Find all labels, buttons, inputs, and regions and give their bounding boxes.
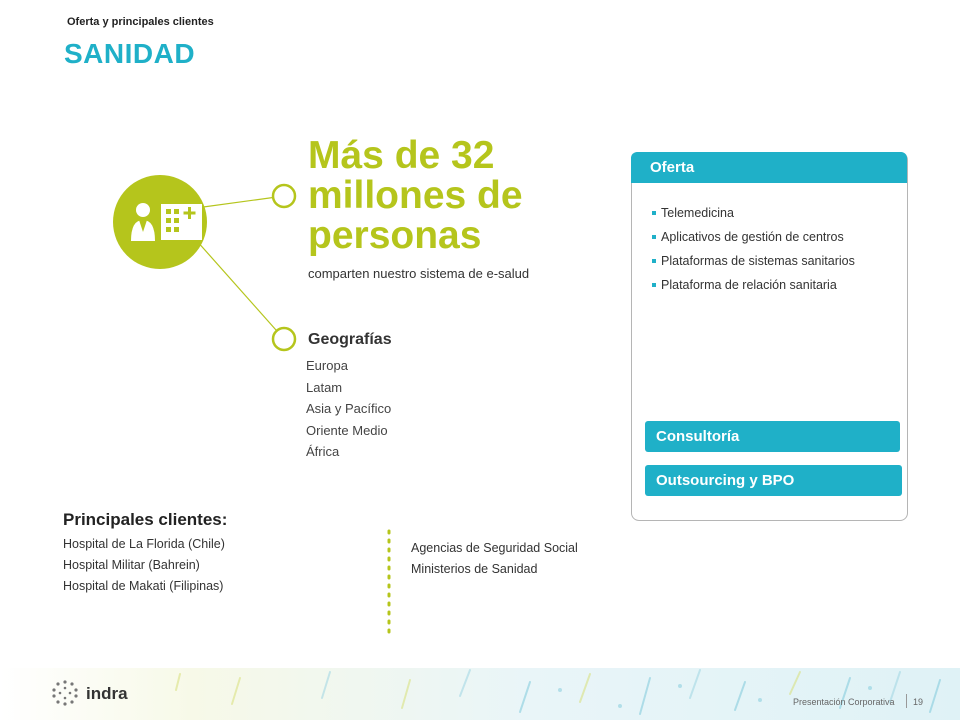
list-item: Latam [306,379,343,395]
list-item: Hospital Militar (Bahrein) [63,558,200,572]
footer-decoration [0,668,960,720]
node-circle-bottom [273,328,295,350]
clientes-list [63,534,225,597]
outsourcing-badge [645,465,902,496]
geografias-list [306,355,391,463]
list-item: Plataformas de sistemas sanitarios [652,253,882,270]
brand-name: indra [86,684,128,703]
list-item: Hospital de La Florida (Chile) [63,537,225,551]
list-item: Hospital de Makati (Filipinas) [63,579,224,593]
consultoria-label: Consultoría [656,428,740,445]
connector-line-top [196,196,284,208]
highlight-line-2: millones de [308,174,523,217]
oferta-list [652,205,882,301]
geografias-title: Geografías [308,331,392,348]
page-number: 19 [913,697,924,707]
oferta-header [631,152,907,183]
highlight-headline [308,136,523,256]
connector-line-bottom [196,240,284,339]
oferta-title: Oferta [650,159,695,176]
list-item: Europa [306,358,348,373]
clientes-other-list [411,538,578,580]
highlight-line-3: personas [308,214,482,257]
list-item: Aplicativos de gestión de centros [652,229,882,246]
list-item: África [306,444,340,459]
footer-label: Presentación Corporativa [793,697,895,707]
clientes-title: Principales clientes: [63,510,228,529]
list-item: Ministerios de Sanidad [411,562,538,576]
list-item: Oriente Medio [306,422,388,438]
breadcrumb: Oferta y principales clientes [67,16,214,28]
list-item: Plataforma de relación sanitaria [652,277,882,294]
highlight-line-1: Más de 32 [308,134,495,177]
list-item: Agencias de Seguridad Social [411,541,578,555]
list-item: Telemedicina [652,205,882,222]
doctor-hospital-icon [128,198,206,246]
outsourcing-label: Outsourcing y BPO [656,472,795,489]
indra-logo-icon [50,678,80,708]
footer-divider [906,694,907,708]
consultoria-badge [645,421,900,452]
page-title: SANIDAD [64,38,196,69]
node-circle-top [273,185,295,207]
highlight-subtitle: comparten nuestro sistema de e-salud [308,266,530,281]
list-item: Asia y Pacífico [306,401,392,416]
